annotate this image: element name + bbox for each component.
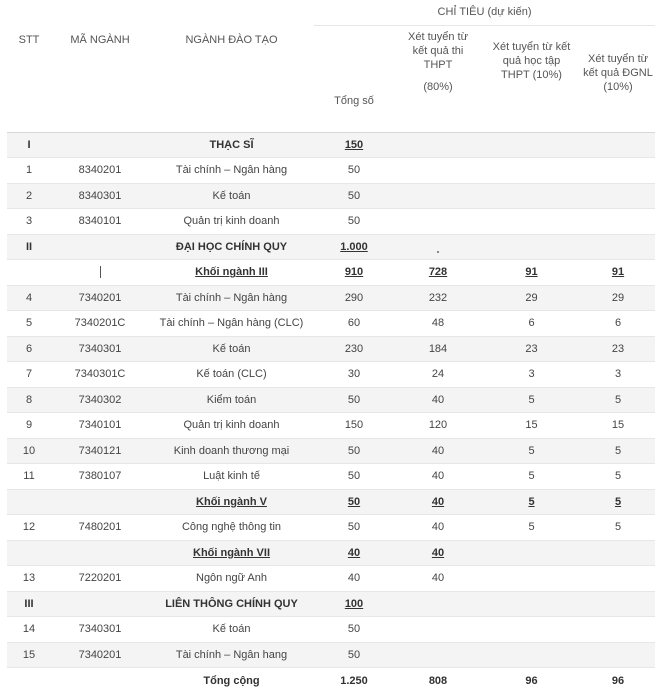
hoc-tap-cell: 5 — [482, 515, 581, 541]
stt-cell: 8 — [7, 387, 51, 413]
total-cell: 910 — [314, 260, 394, 286]
total-cell: 1.250 — [314, 668, 394, 693]
name-cell: Công nghệ thông tin — [149, 515, 314, 541]
header-chi-tieu: CHỈ TIÊU (dự kiến) — [314, 0, 655, 25]
thpt-cell: 48 — [394, 311, 482, 337]
name-cell: Tài chính – Ngân hàng — [149, 285, 314, 311]
name-cell: LIÊN THÔNG CHÍNH QUY — [149, 591, 314, 617]
total-cell: 40 — [314, 566, 394, 592]
table-row — [7, 260, 655, 286]
stt-cell: 5 — [7, 311, 51, 337]
stt-cell: 10 — [7, 438, 51, 464]
total-cell: 40 — [314, 540, 394, 566]
total-cell: 150 — [314, 132, 394, 158]
ma-cell: 7220201 — [51, 566, 149, 592]
table-row — [7, 158, 655, 184]
thpt-cell: 40 — [394, 540, 482, 566]
name-cell: THẠC SĨ — [149, 132, 314, 158]
ma-cell — [51, 234, 149, 260]
ma-cell — [51, 668, 149, 693]
table-row — [7, 642, 655, 668]
table-row — [7, 209, 655, 235]
stt-cell — [7, 540, 51, 566]
ma-cell: 7340201 — [51, 642, 149, 668]
cursor-mark — [100, 266, 101, 278]
name-cell: Luật kinh tế — [149, 464, 314, 490]
total-cell: 60 — [314, 311, 394, 337]
ma-cell: 7340301 — [51, 617, 149, 643]
thpt-cell: 120 — [394, 413, 482, 439]
table-row — [7, 234, 655, 260]
header-thpt-percent: (80%) — [394, 80, 482, 94]
dgnl-cell: 23 — [581, 336, 655, 362]
name-cell: Quản trị kinh doanh — [149, 209, 314, 235]
stt-cell: I — [7, 132, 51, 158]
stt-cell: 14 — [7, 617, 51, 643]
header-ma-nganh: MÃ NGÀNH — [51, 25, 149, 132]
dot-mark — [437, 251, 439, 253]
ma-cell: 7340201 — [51, 285, 149, 311]
stt-cell: 13 — [7, 566, 51, 592]
thpt-cell: 40 — [394, 438, 482, 464]
total-cell: 150 — [314, 413, 394, 439]
total-cell: 50 — [314, 642, 394, 668]
dgnl-cell — [581, 234, 655, 260]
dgnl-cell: 5 — [581, 515, 655, 541]
dgnl-cell: 5 — [581, 438, 655, 464]
thpt-cell: 40 — [394, 464, 482, 490]
thpt-cell: 40 — [394, 515, 482, 541]
name-cell: Khối ngành VII — [149, 540, 314, 566]
ma-cell — [51, 489, 149, 515]
dgnl-cell: 29 — [581, 285, 655, 311]
name-cell: Kế toán — [149, 183, 314, 209]
dgnl-cell — [581, 617, 655, 643]
header-hoc-tap: Xét tuyển từ kết quả học tập THPT (10%) — [482, 25, 581, 132]
stt-cell: II — [7, 234, 51, 260]
stt-cell — [7, 260, 51, 286]
header-nganh-dao-tao: NGÀNH ĐÀO TẠO — [149, 25, 314, 132]
ma-cell: 7340101 — [51, 413, 149, 439]
hoc-tap-cell — [482, 642, 581, 668]
stt-cell: 15 — [7, 642, 51, 668]
table-row — [7, 413, 655, 439]
ma-cell: 7340301 — [51, 336, 149, 362]
dgnl-cell: 5 — [581, 489, 655, 515]
total-cell: 50 — [314, 464, 394, 490]
header-thpt — [394, 25, 482, 132]
ma-cell: 8340201 — [51, 158, 149, 184]
table-row — [7, 183, 655, 209]
total-cell: 50 — [314, 158, 394, 184]
stt-cell: 12 — [7, 515, 51, 541]
hoc-tap-cell: 15 — [482, 413, 581, 439]
ma-cell: 8340301 — [51, 183, 149, 209]
total-cell: 50 — [314, 617, 394, 643]
thpt-cell: 24 — [394, 362, 482, 388]
thpt-cell — [394, 132, 482, 158]
header-dgnl: Xét tuyển từ kết quả ĐGNL (10%) — [581, 25, 655, 132]
total-cell: 50 — [314, 183, 394, 209]
hoc-tap-cell: 5 — [482, 438, 581, 464]
dgnl-cell — [581, 209, 655, 235]
thpt-cell — [394, 183, 482, 209]
table-row — [7, 617, 655, 643]
table-row — [7, 540, 655, 566]
total-cell: 50 — [314, 209, 394, 235]
total-cell: 50 — [314, 438, 394, 464]
stt-cell: 1 — [7, 158, 51, 184]
hoc-tap-cell: 96 — [482, 668, 581, 693]
thpt-cell — [394, 158, 482, 184]
total-cell: 50 — [314, 515, 394, 541]
hoc-tap-cell — [482, 617, 581, 643]
ma-cell — [51, 260, 149, 286]
hoc-tap-cell — [482, 132, 581, 158]
dgnl-cell — [581, 591, 655, 617]
table-row — [7, 464, 655, 490]
table-row — [7, 132, 655, 158]
header-thpt-label: Xét tuyển từ kết quả thi THPT — [394, 30, 482, 72]
header-stt-spacer — [7, 0, 51, 25]
table-row — [7, 336, 655, 362]
admission-quota-table — [7, 0, 655, 693]
hoc-tap-cell: 29 — [482, 285, 581, 311]
table-row — [7, 438, 655, 464]
hoc-tap-cell: 6 — [482, 311, 581, 337]
hoc-tap-cell — [482, 209, 581, 235]
dgnl-cell: 96 — [581, 668, 655, 693]
hoc-tap-cell: 3 — [482, 362, 581, 388]
ma-cell: 7480201 — [51, 515, 149, 541]
thpt-cell: 184 — [394, 336, 482, 362]
name-cell: Tổng cộng — [149, 668, 314, 693]
header-stt: STT — [7, 25, 51, 132]
table-row-total — [7, 668, 655, 693]
hoc-tap-cell — [482, 158, 581, 184]
ma-cell: 7380107 — [51, 464, 149, 490]
hoc-tap-cell — [482, 566, 581, 592]
ma-cell — [51, 591, 149, 617]
hoc-tap-cell: 23 — [482, 336, 581, 362]
thpt-cell: 40 — [394, 387, 482, 413]
dgnl-cell: 5 — [581, 387, 655, 413]
total-cell: 100 — [314, 591, 394, 617]
name-cell: Kế toán — [149, 336, 314, 362]
table-row — [7, 566, 655, 592]
ma-cell — [51, 540, 149, 566]
table-row — [7, 515, 655, 541]
table-row — [7, 591, 655, 617]
stt-cell: 2 — [7, 183, 51, 209]
stt-cell: III — [7, 591, 51, 617]
header-ma-spacer — [51, 0, 149, 25]
ma-cell — [51, 132, 149, 158]
thpt-cell: 40 — [394, 566, 482, 592]
total-cell: 230 — [314, 336, 394, 362]
stt-cell: 4 — [7, 285, 51, 311]
ma-cell: 7340302 — [51, 387, 149, 413]
thpt-cell: 40 — [394, 489, 482, 515]
stt-cell: 6 — [7, 336, 51, 362]
thpt-cell — [394, 642, 482, 668]
ma-cell: 7340301C — [51, 362, 149, 388]
table-row — [7, 311, 655, 337]
name-cell: Khối ngành III — [149, 260, 314, 286]
hoc-tap-cell: 5 — [482, 464, 581, 490]
name-cell: Tài chính – Ngân hàng — [149, 158, 314, 184]
total-cell: 1.000 — [314, 234, 394, 260]
dgnl-cell — [581, 540, 655, 566]
total-cell: 290 — [314, 285, 394, 311]
header-nganh-spacer — [149, 0, 314, 25]
dgnl-cell — [581, 158, 655, 184]
thpt-cell — [394, 234, 482, 260]
name-cell: Tài chính – Ngân hang — [149, 642, 314, 668]
name-cell: Kế toán (CLC) — [149, 362, 314, 388]
ma-cell: 8340101 — [51, 209, 149, 235]
name-cell: ĐẠI HỌC CHÍNH QUY — [149, 234, 314, 260]
dgnl-cell: 91 — [581, 260, 655, 286]
dgnl-cell: 6 — [581, 311, 655, 337]
table-row — [7, 285, 655, 311]
hoc-tap-cell — [482, 183, 581, 209]
thpt-cell — [394, 617, 482, 643]
hoc-tap-cell: 91 — [482, 260, 581, 286]
total-cell: 30 — [314, 362, 394, 388]
stt-cell — [7, 668, 51, 693]
thpt-cell — [394, 591, 482, 617]
stt-cell: 3 — [7, 209, 51, 235]
hoc-tap-cell — [482, 591, 581, 617]
stt-cell: 9 — [7, 413, 51, 439]
dgnl-cell — [581, 183, 655, 209]
name-cell: Kinh doanh thương mại — [149, 438, 314, 464]
name-cell: Quản trị kinh doanh — [149, 413, 314, 439]
hoc-tap-cell — [482, 234, 581, 260]
name-cell: Khối ngành V — [149, 489, 314, 515]
dgnl-cell: 5 — [581, 464, 655, 490]
thpt-cell: 232 — [394, 285, 482, 311]
name-cell: Tài chính – Ngân hàng (CLC) — [149, 311, 314, 337]
thpt-cell — [394, 209, 482, 235]
table-row — [7, 387, 655, 413]
total-cell: 50 — [314, 489, 394, 515]
hoc-tap-cell: 5 — [482, 489, 581, 515]
name-cell: Ngôn ngữ Anh — [149, 566, 314, 592]
hoc-tap-cell: 5 — [482, 387, 581, 413]
table-row — [7, 362, 655, 388]
dgnl-cell: 15 — [581, 413, 655, 439]
hoc-tap-cell — [482, 540, 581, 566]
stt-cell — [7, 489, 51, 515]
thpt-cell: 728 — [394, 260, 482, 286]
dgnl-cell — [581, 642, 655, 668]
dgnl-cell — [581, 566, 655, 592]
ma-cell: 7340121 — [51, 438, 149, 464]
thpt-cell: 808 — [394, 668, 482, 693]
name-cell: Kiểm toán — [149, 387, 314, 413]
stt-cell: 11 — [7, 464, 51, 490]
dgnl-cell: 3 — [581, 362, 655, 388]
name-cell: Kế toán — [149, 617, 314, 643]
header-tong-so-label: Tổng số — [334, 95, 374, 107]
table-row — [7, 489, 655, 515]
total-cell: 50 — [314, 387, 394, 413]
dgnl-cell — [581, 132, 655, 158]
header-tong-so — [314, 25, 394, 132]
stt-cell: 7 — [7, 362, 51, 388]
ma-cell: 7340201C — [51, 311, 149, 337]
